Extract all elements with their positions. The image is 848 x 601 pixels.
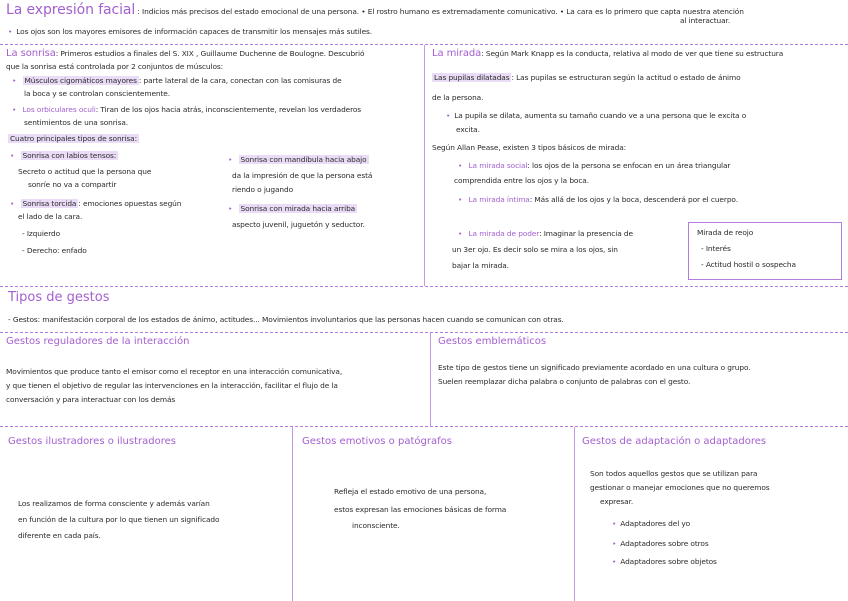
section-title-mirada: La mirada <box>432 48 482 59</box>
adaptadores-desc-3: expresar. <box>600 497 634 506</box>
mirada-poder <box>458 228 633 240</box>
pupilas-label: Las pupilas dilatadas <box>434 73 510 82</box>
emotivos-title: Gestos emotivos o patógrafos <box>302 436 452 447</box>
emotivos-desc-1: Refleja el estado emotivo de una persona, <box>334 487 487 496</box>
pupilas-line <box>432 72 741 84</box>
sonrisa-labios-tensos-desc-2: sonríe no va a compartir <box>28 180 117 189</box>
mirada-intro <box>432 48 783 60</box>
musculo-cigomatico-label: Músculos cigomáticos mayores <box>24 76 137 85</box>
divider-gestos-2 <box>0 426 848 427</box>
musculo-cigomatico-desc: : parte lateral de la cara, conectan con las comisuras de <box>138 76 342 85</box>
reguladores-desc-2: y que tienen el objetivo de regular las intervenciones en la interacción, facilitar el flujo de la <box>6 381 338 390</box>
reguladores-desc-1: Movimientos que produce tanto el emisor como el receptor en una interacción comunicativa, <box>6 367 343 376</box>
pupilas-desc-2: de la persona. <box>432 93 484 102</box>
ilustradores-desc-2: en función de la cultura por lo que tienen un significado <box>18 515 220 524</box>
musculo-orbicular-desc-2: sentimientos de una sonrisa. <box>24 118 129 127</box>
mirada-social <box>458 160 730 172</box>
mirada-reojo-interes: - Interés <box>701 244 731 253</box>
tipos-sonrisa-label: Cuatro principales tipos de sonrisa: <box>10 134 137 143</box>
sonrisa-mirada-arriba <box>228 203 357 215</box>
adaptadores-desc-2: gestionar o manejar emociones que no queremos <box>590 483 770 492</box>
sonrisa-torcida-derecho: - Derecho: enfado <box>22 246 87 255</box>
divider-vertical-emotivos <box>574 427 575 601</box>
mirada-social-desc: : los ojos de la persona se enfocan en un área triangular <box>527 161 731 170</box>
divider-vertical-ilustradores <box>292 427 293 601</box>
pupilas-desc: : Las pupilas se estructuran según la actitud o estado de ánimo <box>511 73 741 82</box>
musculo-orbicular-desc: : Tiran de los ojos hacia atrás, inconscientemente, revelan los verdaderos <box>95 105 362 114</box>
mirada-reojo-box <box>688 222 842 280</box>
divider-middle <box>0 286 848 287</box>
mirada-poder-desc-2: un 3er ojo. Es decir solo se mira a los ojos, sin <box>452 245 618 254</box>
sonrisa-labios-tensos-desc: Secreto o actitud que la persona que <box>18 167 152 176</box>
intro-description: : Indicios más precisos del estado emocional de una persona. • El rostro humano es extremadamente comunicativo. • La cara es lo primero que capta nuestra atención <box>137 7 744 16</box>
mirada-poder-desc: : Imaginar la presencia de <box>539 229 633 238</box>
musculo-cigomatico <box>12 75 342 87</box>
section-title-expresion-facial: La expresión facial <box>6 2 136 18</box>
mirada-intima-label: La mirada íntima <box>468 195 530 204</box>
tipos-sonrisa-heading <box>8 133 139 145</box>
emblematicos-desc-2: Suelen reemplazar dicha palabra o conjunto de palabras con el gesto. <box>438 377 691 386</box>
mirada-poder-label: La mirada de poder <box>468 229 540 238</box>
sonrisa-labios-tensos <box>10 150 118 162</box>
divider-gestos-1 <box>0 332 848 333</box>
ilustradores-desc-1: Los realizamos de forma consciente y además varían <box>18 499 210 508</box>
sonrisa-mandibula-abajo <box>228 154 369 166</box>
sonrisa-torcida-desc: : emociones opuestas según <box>78 199 182 208</box>
adaptadores-desc-1: Son todos aquellos gestos que se utilizan para <box>590 469 758 478</box>
adaptadores-sobre-objetos: • Adaptadores sobre objetos <box>612 556 717 568</box>
musculo-cigomatico-desc-2: la boca y se controlan conscientemente. <box>24 89 170 98</box>
sonrisa-mandibula-desc: da la impresión de que la persona está <box>232 171 373 180</box>
mirada-poder-desc-3: bajar la mirada. <box>452 261 509 270</box>
ilustradores-title: Gestos ilustradores o ilustradores <box>8 436 176 447</box>
section-title-sonrisa: La sonrisa <box>6 48 56 59</box>
musculo-orbicular-label: Los orbiculares oculi <box>22 105 96 114</box>
divider-vertical-top <box>424 45 425 286</box>
sonrisa-labios-tensos-label: Sonrisa con labios tensos: <box>22 151 117 160</box>
adaptadores-title: Gestos de adaptación o adaptadores <box>582 436 767 447</box>
mirada-intima <box>458 194 738 206</box>
intro-ojos-line: • Los ojos son los mayores emisores de información capaces de transmitir los mensajes más sutiles. <box>8 26 372 38</box>
intro-description-cont: al interactuar. <box>680 16 731 25</box>
emblematicos-title: Gestos emblemáticos <box>438 336 547 347</box>
musculo-orbicular <box>12 104 361 116</box>
gestos-definicion: - Gestos: manifestación corporal de los estados de ánimo, actitudes... Movimientos involuntarios que las personas hacen cuando se comunican con otras. <box>8 315 564 324</box>
sonrisa-intro-2: que la sonrisa está controlada por 2 conjuntos de músculos: <box>6 62 224 71</box>
sonrisa-mirada-arriba-label: Sonrisa con mirada hacia arriba <box>240 204 356 213</box>
adaptadores-sobre-otros: • Adaptadores sobre otros <box>612 538 709 550</box>
sonrisa-mandibula-desc-2: riendo o jugando <box>232 185 294 194</box>
emotivos-desc-2: estos expresan las emociones básicas de forma <box>334 505 507 514</box>
emotivos-desc-3: inconsciente. <box>352 521 400 530</box>
pease-heading: Según Allan Pease, existen 3 tipos básicos de mirada: <box>432 143 627 152</box>
section-title-tipos-gestos: Tipos de gestos <box>8 290 110 305</box>
ilustradores-desc-3: diferente en cada país. <box>18 531 101 540</box>
pupila-dilata: • La pupila se dilata, aumenta su tamaño cuando ve a una persona que le excita o <box>446 110 746 122</box>
sonrisa-intro <box>6 48 364 60</box>
divider-vertical-reguladores <box>430 333 431 426</box>
reguladores-desc-3: conversación y para interactuar con los demás <box>6 395 176 404</box>
sonrisa-torcida <box>10 198 181 210</box>
sonrisa-torcida-desc-2: el lado de la cara. <box>18 212 83 221</box>
adaptadores-del-yo: • Adaptadores del yo <box>612 518 690 530</box>
mirada-intima-desc: : Más allá de los ojos y la boca, descenderá por el cuerpo. <box>529 195 738 204</box>
emblematicos-desc-1: Este tipo de gestos tiene un significado previamente acordado en una cultura o grupo. <box>438 363 751 372</box>
sonrisa-torcida-izquierdo: - Izquierdo <box>22 229 61 238</box>
sonrisa-torcida-label: Sonrisa torcida <box>22 199 77 208</box>
mirada-reojo-title: Mirada de reojo <box>697 228 754 237</box>
mirada-social-label: La mirada social <box>468 161 528 170</box>
sonrisa-mirada-arriba-desc: aspecto juvenil, juguetón y seductor. <box>232 220 365 229</box>
mirada-reojo-hostil: - Actitud hostil o sospecha <box>701 260 796 269</box>
intro-line-1 <box>6 4 744 18</box>
mirada-social-desc-2: comprendida entre los ojos y la boca. <box>454 176 589 185</box>
sonrisa-mandibula-label: Sonrisa con mandíbula hacia abajo <box>240 155 367 164</box>
pupila-dilata-2: excita. <box>456 125 480 134</box>
reguladores-title: Gestos reguladores de la interacción <box>6 336 190 347</box>
mirada-intro-text: : Según Mark Knapp es la conducta, relativa al modo de ver que tiene su estructura <box>481 49 784 58</box>
sonrisa-intro-text: : Primeros estudios a finales del S. XIX , Guillaume Duchenne de Boulogne. Descubrió <box>55 49 365 58</box>
